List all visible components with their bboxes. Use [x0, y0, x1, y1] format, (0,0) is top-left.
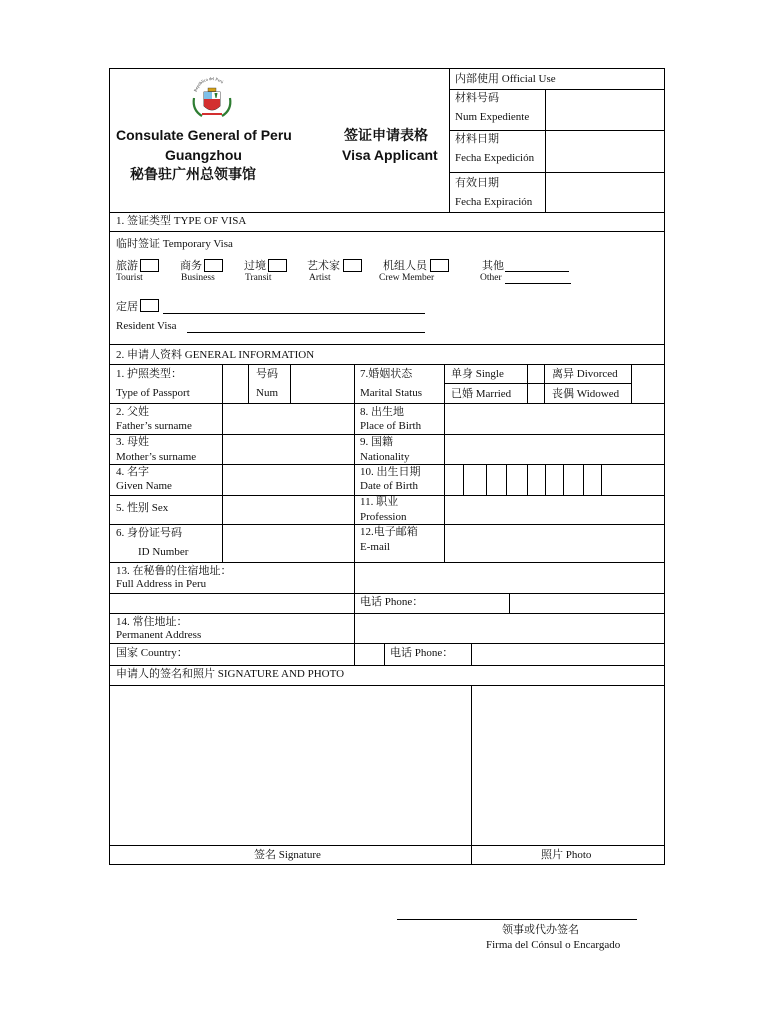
- crew-member-label-cn: 机组人员: [383, 260, 427, 272]
- consul-signature-line[interactable]: [397, 919, 637, 920]
- divorced-option[interactable]: 离异 Divorced: [552, 368, 618, 380]
- address-peru-label-cn: 13. 在秘鲁的住宿地址：: [116, 565, 232, 577]
- expiry-date-label-cn: 有效日期: [455, 177, 499, 189]
- business-checkbox[interactable]: [204, 259, 223, 272]
- temporary-visa-label: 临时签证 Temporary Visa: [116, 238, 233, 250]
- photo-label: 照片 Photo: [541, 849, 592, 861]
- issue-date-label: Fecha Expedición: [455, 152, 535, 164]
- svg-text:República del Perú: República del Perú: [192, 76, 225, 93]
- passport-number-label: Num: [256, 387, 278, 399]
- passport-number-label-cn: 号码: [256, 368, 278, 380]
- official-use-value-divider: [545, 89, 546, 212]
- tourist-checkbox[interactable]: [140, 259, 159, 272]
- consul-signature-label-cn: 领事或代办签名: [502, 924, 579, 936]
- resident-visa-field[interactable]: [187, 332, 425, 333]
- mother-surname-label: Mother’s surname: [116, 451, 197, 463]
- file-number-label: Num Expediente: [455, 111, 530, 123]
- date-of-birth-label: Date of Birth: [360, 480, 419, 492]
- widowed-option[interactable]: 丧偶 Widowed: [552, 388, 620, 400]
- form-title-cn: 签证申请表格: [344, 127, 428, 143]
- permanent-address-label-cn: 14. 常住地址：: [116, 616, 188, 628]
- email-label: E-mail: [360, 541, 390, 553]
- country-label: 国家 Country：: [116, 647, 188, 659]
- business-label: Business: [181, 273, 215, 283]
- issue-date-label-cn: 材料日期: [455, 133, 499, 145]
- passport-type-label: Type of Passport: [116, 387, 190, 399]
- address-peru-label: Full Address in Peru: [116, 578, 207, 590]
- marital-status-label: Marital Status: [360, 387, 423, 399]
- peru-coat-of-arms-icon: [188, 76, 236, 124]
- profession-label-cn: 11. 职业: [360, 496, 399, 508]
- profession-label: Profession: [360, 511, 407, 523]
- resident-checkbox[interactable]: [140, 299, 159, 312]
- id-number-label: ID Number: [138, 546, 189, 558]
- sex-label: 5. 性别 Sex: [116, 502, 169, 514]
- given-name-label-cn: 4. 名字: [116, 466, 149, 478]
- date-of-birth-label-cn: 10. 出生日期: [360, 466, 421, 478]
- consulate-city-en: Guangzhou: [165, 147, 242, 163]
- place-of-birth-label: Place of Birth: [360, 420, 422, 432]
- section-2-title: 2. 申请人资料 GENERAL INFORMATION: [116, 349, 315, 361]
- other-label: Other: [480, 273, 502, 283]
- tourist-label: Tourist: [116, 273, 143, 283]
- signature-photo-title: 申请人的签名和照片 SIGNATURE AND PHOTO: [116, 668, 345, 680]
- signature-label: 签名 Signature: [254, 849, 321, 861]
- file-number-label-cn: 材料号码: [455, 92, 499, 104]
- nationality-label-cn: 9. 国籍: [360, 436, 393, 448]
- other-label-cn: 其他: [482, 260, 504, 272]
- father-surname-label: Father’s surname: [116, 420, 192, 432]
- artist-checkbox[interactable]: [343, 259, 362, 272]
- crew-member-label: Crew Member: [379, 273, 435, 283]
- consulate-name-cn: 秘鲁驻广州总领事馆: [130, 166, 256, 182]
- expiry-date-label: Fecha Expiración: [455, 196, 533, 208]
- transit-label: Transit: [245, 273, 272, 283]
- resident-label-cn: 定居: [116, 301, 138, 313]
- consulate-name-en: Consulate General of Peru: [116, 127, 292, 143]
- business-label-cn: 商务: [180, 260, 202, 272]
- id-number-label-cn: 6. 身份证号码: [116, 527, 182, 539]
- phone-peru-label: 电话 Phone：: [360, 596, 424, 608]
- nationality-label: Nationality: [360, 451, 410, 463]
- tourist-label-cn: 旅游: [116, 260, 138, 272]
- given-name-label: Given Name: [116, 480, 172, 492]
- crew-member-checkbox[interactable]: [430, 259, 449, 272]
- married-option[interactable]: 已婚 Married: [451, 388, 512, 400]
- artist-label: Artist: [309, 273, 331, 283]
- resident-visa-label: Resident Visa: [116, 320, 177, 332]
- section-1-title: 1. 签证类型 TYPE OF VISA: [116, 215, 247, 227]
- place-of-birth-label-cn: 8. 出生地: [360, 406, 404, 418]
- permanent-address-label: Permanent Address: [116, 629, 202, 641]
- passport-type-label-cn: 1. 护照类型：: [116, 368, 182, 380]
- official-use-title: 内部使用 Official Use: [455, 73, 556, 85]
- marital-status-label-cn: 7.婚姻状态: [360, 368, 413, 380]
- mother-surname-label-cn: 3. 母姓: [116, 436, 149, 448]
- other-field[interactable]: [505, 271, 569, 272]
- artist-label-cn: 艺术家: [307, 260, 340, 272]
- resident-field[interactable]: [163, 313, 425, 314]
- email-label-cn: 12.电子邮箱: [360, 526, 418, 538]
- form-title-en: Visa Applicant: [342, 147, 438, 163]
- single-option[interactable]: 单身 Single: [451, 368, 504, 380]
- other-field-2[interactable]: [505, 283, 571, 284]
- phone-permanent-label: 电话 Phone：: [390, 647, 454, 659]
- transit-checkbox[interactable]: [268, 259, 287, 272]
- father-surname-label-cn: 2. 父姓: [116, 406, 149, 418]
- consul-signature-label: Firma del Cónsul o Encargado: [486, 939, 621, 951]
- transit-label-cn: 过境: [244, 260, 266, 272]
